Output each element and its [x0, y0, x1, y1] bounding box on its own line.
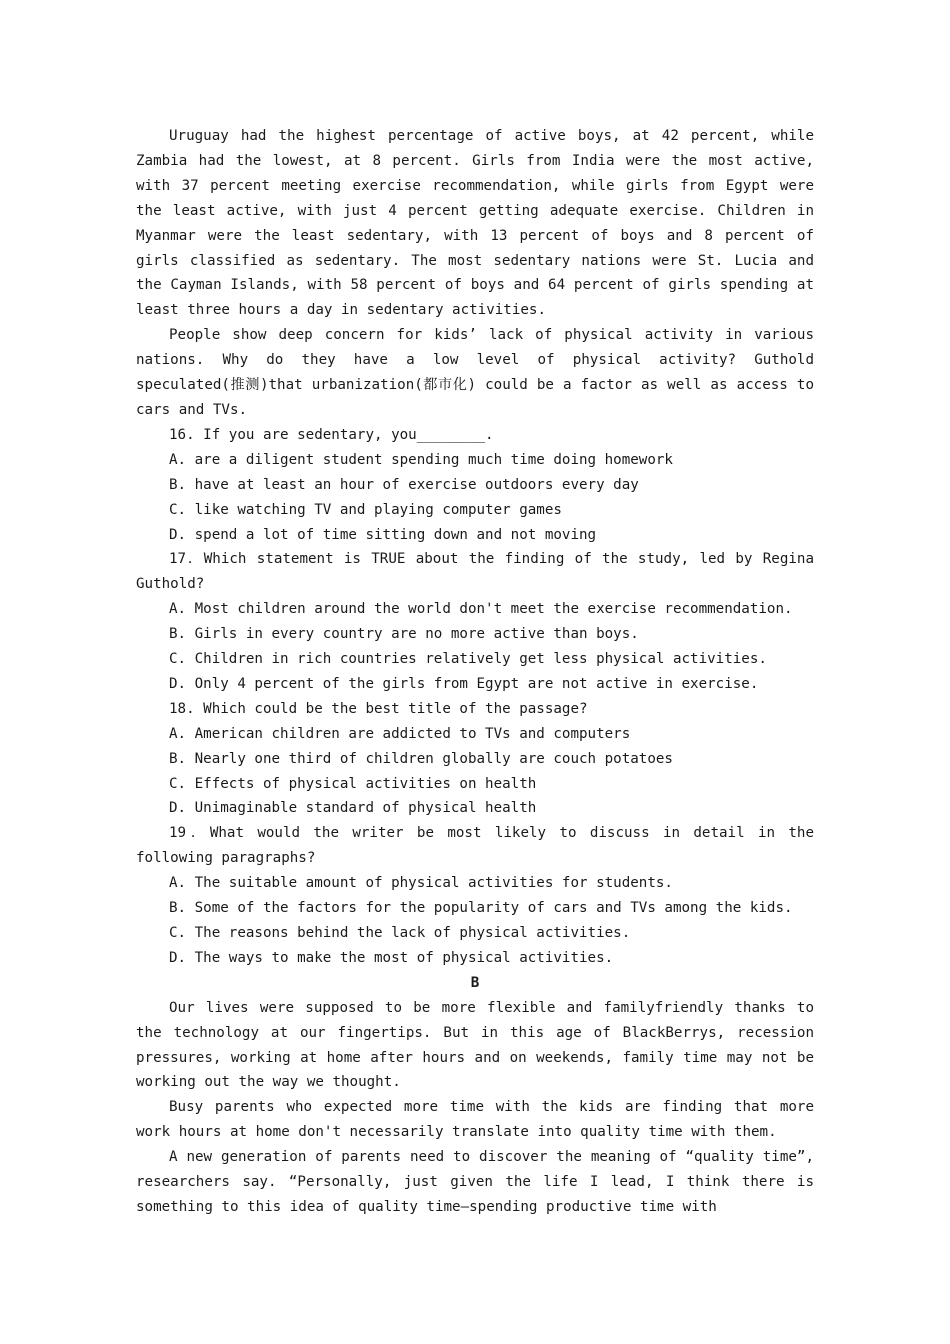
question-18-stem: 18. Which could be the best title of the passage?	[169, 700, 588, 717]
section-b-heading: B	[470, 974, 480, 991]
question-19	[136, 821, 814, 970]
section-b-paragraph-1: Our lives were supposed to be more flexible and familyfriendly thanks to the technology at our fingertips. But in this age of BlackBerrys, recession pressures, working at home after hours and on weekends, family time may not be working out the way we thought.	[136, 999, 814, 1091]
question-19-option-c: C. The reasons behind the lack of physical activities.	[169, 925, 631, 941]
question-19-option-b: B. Some of the factors for the popularity of cars and TVs among the kids.	[169, 900, 793, 917]
question-19-option-d: D. The ways to make the most of physical activities.	[169, 949, 614, 966]
question-18	[136, 697, 814, 822]
question-18-option-b: B. Nearly one third of children globally are couch potatoes	[169, 750, 673, 767]
passage-a-paragraph-1: Uruguay had the highest percentage of active boys, at 42 percent, while Zambia had the lowest, at 8 percent. Girls from India were the most active, with 37 percent meeting exercise recommendation, while girls from Egypt were the least active, with just 4 percent getting adequate exercise. Children in Myanmar were the least sedentary, with 13 percent of boys and 8 percent of girls classified as sedentary. The most sedentary nations were St. Lucia and the Cayman Islands, with 58 percent of boys and 64 percent of girls spending at least three hours a day in sedentary activities.	[136, 128, 814, 319]
question-16-stem: 16. If you are sedentary, you________.	[169, 426, 494, 443]
question-16-option-b: B. have at least an hour of exercise outdoors every day	[169, 476, 639, 493]
section-b-paragraph-3: A new generation of parents need to discover the meaning of “quality time”, researchers say. “Personally, just given the life I lead, I think there is something to this idea of quality time—spending productive time with	[136, 1149, 814, 1215]
question-16-option-d: D. spend a lot of time sitting down and not moving	[169, 526, 597, 543]
question-18-option-a: A. American children are addicted to TVs and computers	[169, 725, 631, 742]
question-19-stem: 19．What would the writer be most likely to discuss in detail in the following paragraphs?	[136, 825, 814, 867]
question-16-option-c: C. like watching TV and playing computer games	[169, 501, 562, 518]
question-17-option-c: C. Children in rich countries relatively get less physical activities.	[169, 651, 767, 668]
passage-a-paragraph-2: People show deep concern for kids’ lack of physical activity in various nations. Why do they have a low level of physical activity? Guthold speculated(推测)that urbanization(都市化) could be a factor as well as access to cars and TVs.	[136, 327, 814, 418]
question-17-option-a: A. Most children around the world don't meet the exercise recommendation.	[169, 601, 793, 618]
question-16	[136, 423, 814, 548]
question-18-option-d: D. Unimaginable standard of physical health	[169, 800, 537, 817]
question-18-option-c: C. Effects of physical activities on health	[169, 775, 537, 792]
question-17-stem: 17．Which statement is TRUE about the finding of the study, led by Regina Guthold?	[136, 551, 814, 593]
document-page	[136, 124, 814, 1220]
question-16-option-a: A. are a diligent student spending much time doing homework	[169, 451, 673, 468]
question-17	[136, 547, 814, 696]
question-17-option-d: D. Only 4 percent of the girls from Egypt are not active in exercise.	[169, 675, 759, 692]
question-19-option-a: A. The suitable amount of physical activities for students.	[169, 875, 673, 892]
question-17-option-b: B. Girls in every country are no more active than boys.	[169, 626, 639, 643]
section-b-paragraph-2: Busy parents who expected more time with the kids are finding that more work hours at home don't necessarily translate into quality time with them.	[136, 1099, 814, 1141]
